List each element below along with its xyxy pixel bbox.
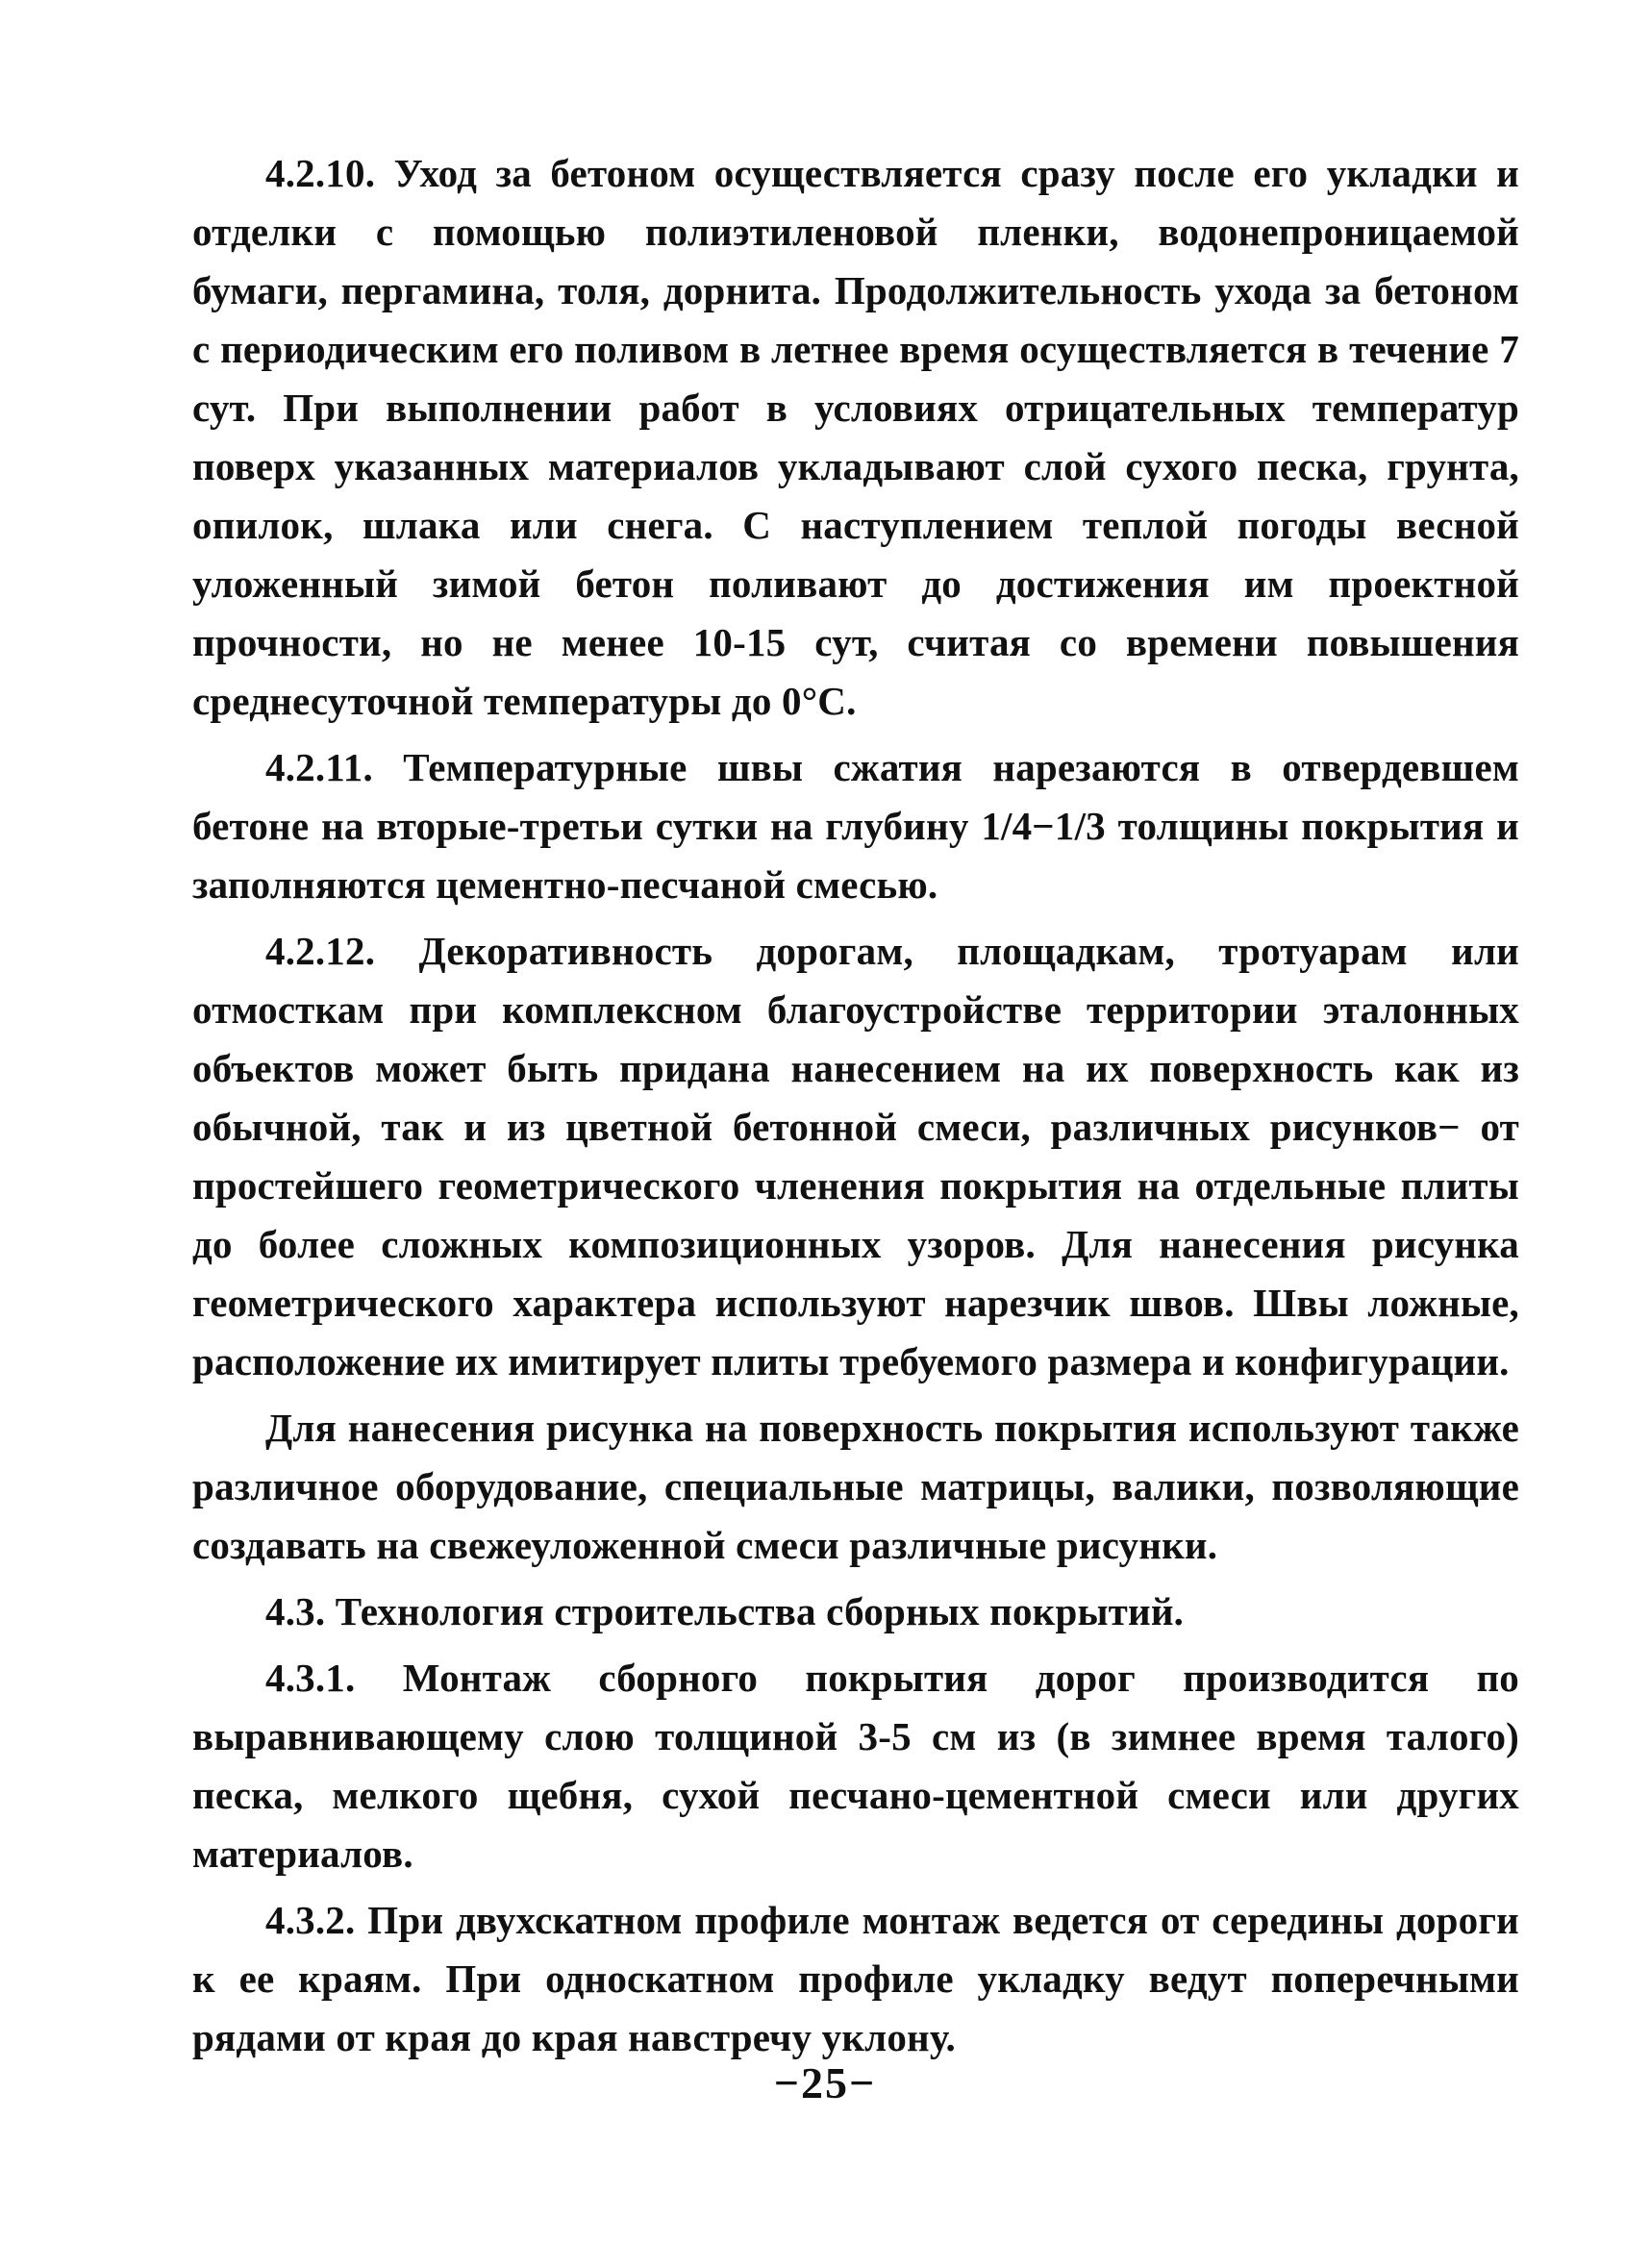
page-number: −25− (773, 2058, 877, 2107)
paragraph-4-2-12: 4.2.12. Декоративность дорогам, площадкам, тротуарам или отмосткам при комплексном благоустройстве территории эталонных объектов может быть придана нанесением на их поверхность как из обычной, так и из цветной бетонной смеси, различных рисунков− от простейшего геометрического членения покрытия на отдельные плиты до более сложных композиционных узоров. Для нанесения рисунка геометрического характера используют нарезчик швов. Швы ложные, расположение их имитирует плиты требуемого размера и конфигурации. (192, 929, 1519, 1383)
paragraph-4-2-11: 4.2.11. Температурные швы сжатия нарезаются в отвердевшем бетоне на вторые-третьи сутки на глубину 1/4−1/3 толщины покрытия и заполняются цементно-песчаной смесью. (192, 745, 1519, 907)
paragraph-4-3-1: 4.3.1. Монтаж сборного покрытия дорог производится по выравнивающему слою толщиной 3-5 см из (в зимнее время талого) песка, мелкого щебня, сухой песчано-цементной смеси или других материалов. (192, 1656, 1519, 1876)
paragraph-pattern-equipment: Для нанесения рисунка на поверхность покрытия используют также различное оборудование, специальные матрицы, валики, позволяющие создавать на свежеуложенной смеси различные рисунки. (192, 1406, 1519, 1567)
paragraph-4-3-2: 4.3.2. При двухскатном профиле монтаж ведется от середины дороги к ее краям. При односкатном профиле укладку ведут поперечными рядами от края до края навстречу уклону. (192, 1898, 1519, 2059)
paragraph-4-2-10: 4.2.10. Уход за бетоном осуществляется сразу после его укладки и отделки с помощью полиэтиленовой пленки, водонепроницаемой бумаги, пергамина, толя, дорнита. Продолжительность ухода за бетоном с периодическим его поливом в летнее время осуществляется в течение 7 сут. При выполнении работ в условиях отрицательных температур поверх указанных материалов укладывают слой сухого песка, грунта, опилок, шлака или снега. С наступлением теплой погоды весной уложенный зимой бетон поливают до достижения им проектной прочности, но не менее 10-15 сут, считая со времени повышения среднесуточной температуры до 0°С. (192, 151, 1519, 723)
section-heading-4-3: 4.3. Технология строительства сборных покрытий. (265, 1589, 1185, 1633)
document-body (192, 144, 1519, 2075)
